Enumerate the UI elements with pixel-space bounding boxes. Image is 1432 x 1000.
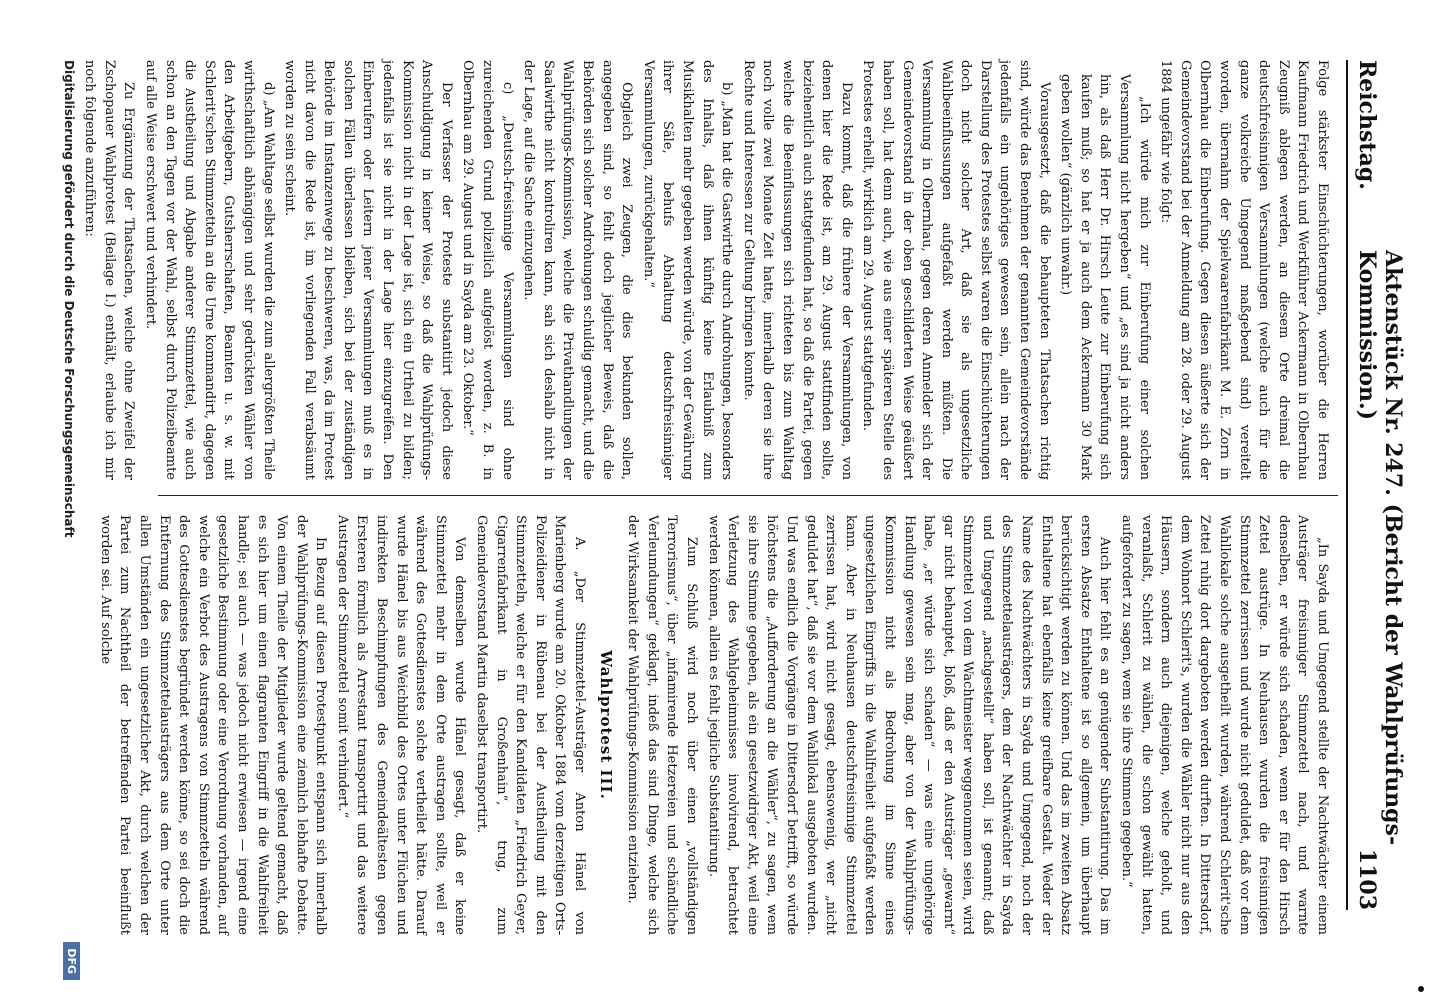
paragraph: d) „Am Wahltage selbst wurden die zum allergrößten Theile wirthschaftlich abhängigen und sehr gedrückten Wähler von den Arbeitgebern, Gutsherrschaften, Beamten u. s. w. mit Schlerit'schen Stimmzetteln an die Urne kommandirt, dagegen die Austheilung und Abgabe anderer Stimmzettel, wie auch schon an den Tagen vor der Wahl, selbst durch Polizeibeamte auf alle Weise erschwert und verhindert. <box>142 60 276 480</box>
paragraph: Von demselben wurde Hänel gesagt, daß er keine Stimmzettel mehr in dem Orte austragen sollte, weil er während des Gottesdienstes solche vertheilet hätte. Darauf wurde Hänel bis aus Weichbild des Ortes unter Flüchen und indirekten Beschimpfungen des Gemeindeältesten gegen Ersteren förmlich als Arrestant transportirt und das weitere Austragen der Stimmzettel somit verhindert.“ <box>334 515 468 935</box>
paragraph: Der Verfasser der Proteste substantiirt jedoch diese Anschuldigung in keiner Weise, so daß die Wahlprüfungs-Kommission nicht in der Lage ist, sich ein Urtheil zu bilden; jedenfalls ist sie nicht in der Lage hier einzugreifen. Den Einberufern oder Leitern jener Versammlungen muß es in solchen Fällen überlassen bleiben, sich bei der zuständigen Behörde im Instanzenwege zu beschweren, was, da im Protest nicht davon die Rede ist, im vorliegenden Fall verabsäumt worden zu sein scheint. <box>282 60 454 480</box>
section-heading: Wahlprotest III. <box>596 650 615 800</box>
paragraph: Auch hier fehlt es an genügender Substantiirung. Das im ersten Absatze Enthaltene ist so allgemein, um überhaupt berücksichtigt werden zu können. Und das im zweiten Absatz Enthaltene hat ebenfalls keine greifbare Gestalt. Weder der Name des Nachtwächters in Sayda und Umgegend, noch der des Stimmzettelausträgers, dem der Nachtwächter in Sayda und Umgegend „nachgestellt“ haben soll, ist genannt; daß Stimmzettel von dem Wachtmeister weggenommen seien, wird gar nicht behauptet, bloß, daß er den Austräger „gewarnt“ habe, „er würde sich schaden“ — was eine ungehörige Handlung gewesen sein mag, aber von der Wahlprüfungs-Kommission nicht als Bedrohung im Sinne eines ungesetzlichen Eingriffs in die Wahlfreiheit aufgefaßt werden kann. Aber in Neuhausen deutschfreisinnige Stimmzettel zerrissen hat, wird nicht gesagt, ebensowenig, wer „nicht geduldet hat“, daß sie vor dem Wahllokal ausgeboten wurden. Und was endlich die Vorgänge in Dittersdorf betrifft, so würde höchstens die „Aufforderung an die Wähler“, zu sagen, wem sie ihre Stimme gegeben, als ein gesetzwidriger Akt, weil eine Verletzung des Wahlgeheimnisses involvirend, betrachtet werden können, allein es fehlt jegliche Substantiirung. <box>705 515 1113 935</box>
scan-speck <box>1418 986 1424 992</box>
column-divider <box>158 495 1338 496</box>
paragraph: „In Sayda und Umgegend stellte der Nachtwächter einem Austräger freisinniger Stimmzettel nach, und warnte denselben, er würde sich schaden, wenn er für den Hirsch Zettel austrüge. In Neuhausen wurden die freisinnigen Stimmzettel zerrissen und wurde nicht geduldet, daß vor dem Wahllokale solche ausgetheilt wurden, während Schlerit'sche Zettel ruhig dort dargeboten werden durften. In Ditttersdorf, dem Wohnort Schlerit's, wurden die Wähler nicht nur aus den Häusern, sondern auch diejenigen, welche geholt, und veranlaßt, Schlerit zu wählen, die schon gewählt hatten, aufgefordert zu sagen, wem sie ihre Stimmen gegeben.“ <box>1119 515 1330 935</box>
header-title <box>1354 250 1406 910</box>
paragraph: c) „Deutsch-freisinnige Versammlungen sind ohne zureichenden Grund polizeilich aufgelöst worden, z. B. in Olbernhau am 29. August und in Sayda am 23. Oktober.“ <box>460 60 515 480</box>
paragraph: In Bezug auf diesen Protestpunkt entspann sich innerhalb der Wahlprüfungs-Kommission eine ziemlich lebhafte Debatte. Von einem Theile der Mitglieder wurde geltend gemacht, daß es sich hier um einen flagranten Eingriff in die Wahlfreiheit handle; sei auch — was jedoch nicht erwiesen — irgend eine gesetzliche Bestimmung oder eine Verordnung vorhanden, auf welche ein Verbot des Austragens von Stimmzetteln während des Gottesdienstes begründet werden könne, so sei doch die Entfernung des Stimmzettelausträgers aus dem Orte unter allen Umständen ein ungesetzlicher Akt, durch welchen der Partei zum Nachtheil der betreffenden Partei beeinflußt worden sei. Auf solche <box>97 515 329 935</box>
paragraph: „Ich würde mich zur Einberufung einer solchen Versammlung nicht hergeben“ und „es sind ja nicht anders hin, als daß Herr Dr. Hirsch Leute zur Einberufung sich kaufen muß; so hat er ja auch dem Ackermann 30 Mark geben wollen“ (gänzlich unwahr.) <box>1058 74 1152 480</box>
left-column <box>82 60 1332 480</box>
paragraph: Vorausgesetzt, daß die behaupteten Thatsachen richtig sind, würde das Benehmen der genannten Gemeindevorstände jedenfalls ein ungehöriges gewesen sein, allein nach der Darstellung des Protestes selbst waren die Einschüchterungen doch nicht solcher Art, daß sie als ungesetzliche Wahlbeeinflussungen aufgefaßt werden müßten. Die Versammlung in Olbernhau, gegen deren Anmelder sich der Gemeindevorstand in der oben geschilderten Weise geäußert haben soll, hat denn auch, wie aus einer späteren Stelle des Protestes erhellt, wirklich am 29. August stattgefunden. <box>860 60 1052 480</box>
paragraph: Dazu kommt, daß die frühere der Versammlungen, von denen hier die Rede ist, am 29. August stattfinden sollte, beziehentlich auch stattgefunden hat, so daß die Partei, gegen welche die Beeinflussungen sich richteten bis zum Wahltag noch volle zwei Monate Zeit hatte, innerhalb deren sie ihre Rechte und Interessen zur Geltung bringen konnte. <box>740 60 854 480</box>
paragraph: Folge stärkster Einschüchterungen, worüber die Herren Kaufmann Friedrich und Werkführer Ackermann in Olbernhau Zeugniß ablegen werden, an diesem Orte dreimal die deutschfreisinnigen Versammlungen (welche auch für die ganze volkreiche Umgegend maßgebend sind) vereitelt worden, übernahm der Spielwaarenfabrikant M. E. Zorn in Olbernhau die Einberufung. Gegen diesen äußerte sich der Gemeindevorstand bei der Anmeldung am 28. oder 29. August 1884 ungefähr wie folgt: <box>1158 60 1330 480</box>
page-number: 1103 <box>1354 848 1380 910</box>
paragraph: Zum Schluß wird noch über einen „vollständigen Terrorismus“, über „infamirende Hetzereien und schändliche Verleumdungen“ geklagt, indeß das sind Dinge, welche sich der Wirksamkeit der Wahlprüfungs-Kommission entziehen. <box>625 515 699 935</box>
paragraph: Obgleich zwei Zeugen, die dies bekunden sollen, angegeben sind, so fehlt doch jeglicher Beweis, daß die Behörden sich solcher Androhungen schuldig gemacht, und die Wahlprüfungs-Kommission, welche die Privathandlungen der Saalwirthe nicht kontroliren kann, sah sich deshalb nicht in der Lage, auf die Sache einzugehen. <box>521 60 635 480</box>
header-section-title: (Bericht der Wahlprüfungs-Kommission.) <box>1354 250 1406 846</box>
paragraph: A. „Der Stimmzettel-Austräger Anton Hänel von Marienberg wurde am 20. Oktober 1884 vom derzeitigen Orts-Polizeidiener in Rübenau bei der Austheilung mit den Stimmzetteln, welche er für den Kandidaten „Friedrich Geyer, Cigarrenfabrikant in Großenhain“, trug, zum Gemeindevorstand Martin daselbst transportirt. <box>474 515 588 935</box>
digitization-credit: Digitalisierung gefördert durch die Deutsche Forschungsgemeinschaft <box>62 60 76 538</box>
dfg-logo: DFG <box>63 942 80 980</box>
header-document-number: Aktenstück Nr. 247. <box>1380 250 1406 496</box>
paragraph: Zu Ergänzung der Thatsachen, welche ohne Zweifel der Zschopauer Wahlprotest (Beilage I.) enthält, erlaube ich mir noch folgende anzuführen: <box>82 60 137 480</box>
paragraph: b) „Man hat die Gastwirthe durch Androhungen, besonders des Inhalts, daß ihnen künftig keine Erlaubniß zum Musikhalten mehr gegeben werden würde, von der Gewährung ihrer Säle, behufs Abhaltung deutschfreisinniger Versammlungen, zurückgehalten.“ <box>640 60 735 480</box>
right-column <box>97 515 1332 935</box>
header-left-label: Reichstag. <box>1354 60 1380 190</box>
page-header <box>1346 60 1406 910</box>
